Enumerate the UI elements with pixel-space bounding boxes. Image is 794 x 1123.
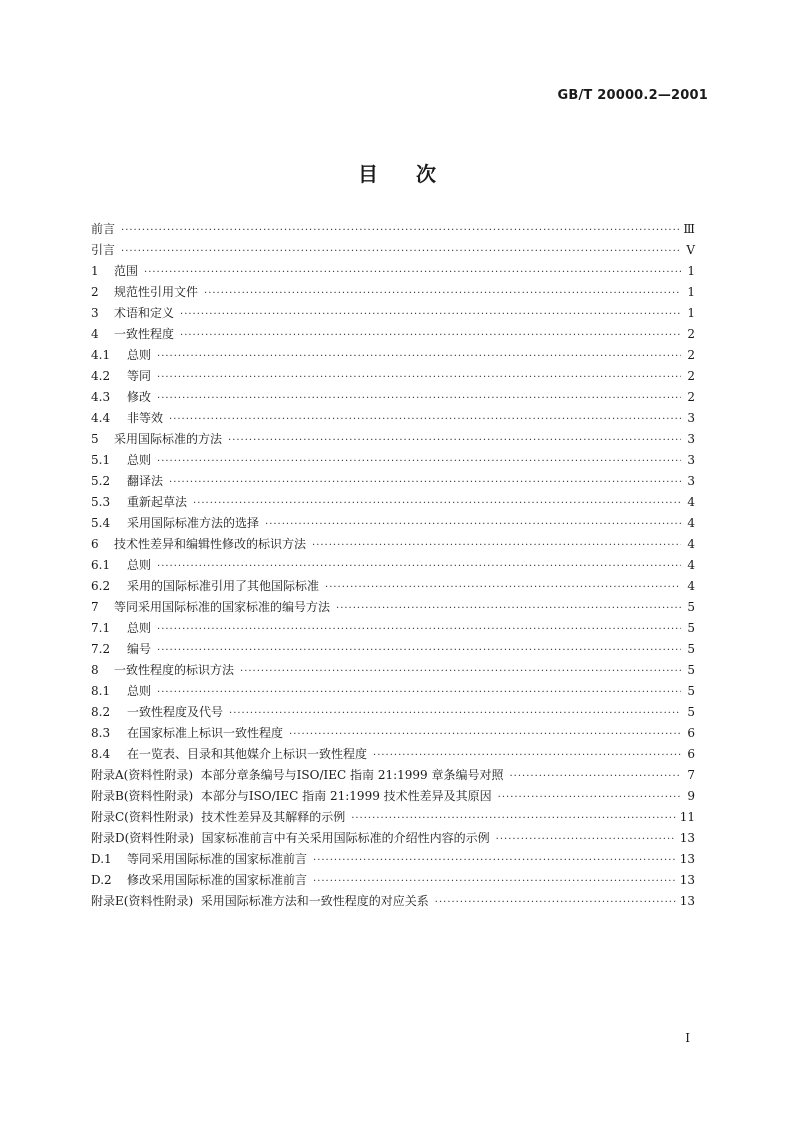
toc-entry-number: 附录D(资料性附录) bbox=[91, 831, 194, 845]
dot-leader bbox=[121, 241, 681, 262]
toc-entry-title: 等同采用国际标准的国家标准前言 bbox=[127, 852, 308, 866]
toc-entry-page: 11 bbox=[679, 810, 695, 824]
toc-entry-number: 4 bbox=[91, 327, 99, 341]
toc-entry-number: 6 bbox=[91, 537, 99, 551]
toc-entry-page: 13 bbox=[679, 894, 695, 908]
standard-code: GB/T 20000.2—2001 bbox=[557, 88, 708, 103]
toc-entry[interactable] bbox=[91, 366, 695, 387]
toc-entry[interactable] bbox=[91, 513, 695, 534]
dot-leader bbox=[289, 724, 681, 745]
toc-entry-title: 非等效 bbox=[127, 411, 164, 425]
dot-leader bbox=[351, 808, 676, 829]
dot-leader bbox=[144, 262, 681, 283]
toc-entry-page: 3 bbox=[687, 474, 695, 488]
toc-entry-title: 重新起草法 bbox=[127, 495, 188, 509]
toc-entry[interactable] bbox=[91, 324, 695, 345]
dot-leader bbox=[157, 619, 681, 640]
toc-entry-number: 1 bbox=[91, 264, 99, 278]
toc-entry-number: 5.1 bbox=[91, 453, 111, 467]
toc-entry[interactable] bbox=[91, 261, 695, 282]
toc-entry-title: 等同采用国际标准的国家标准的编号方法 bbox=[114, 600, 331, 614]
toc-entry-page: 5 bbox=[687, 642, 695, 656]
toc-entry-page: 13 bbox=[679, 852, 695, 866]
toc-entry-annex[interactable] bbox=[91, 786, 695, 807]
toc-entry[interactable] bbox=[91, 723, 695, 744]
toc-entry[interactable] bbox=[91, 450, 695, 471]
toc-entry[interactable] bbox=[91, 282, 695, 303]
dot-leader bbox=[169, 472, 681, 493]
toc-entry-number: 5.2 bbox=[91, 474, 111, 488]
toc-entry-page: 1 bbox=[687, 306, 695, 320]
toc-entry-page: 6 bbox=[687, 747, 695, 761]
dot-leader bbox=[265, 514, 681, 535]
toc-entry-title: 采用国际标准的方法 bbox=[114, 432, 223, 446]
toc-entry[interactable] bbox=[91, 408, 695, 429]
toc-entry-title: 总则 bbox=[127, 621, 152, 635]
toc-entry-title: 总则 bbox=[127, 348, 152, 362]
toc-entry-title: 术语和定义 bbox=[114, 306, 175, 320]
toc-entry-number: 2 bbox=[91, 285, 99, 299]
toc-entry-number: 4.1 bbox=[91, 348, 111, 362]
toc-entry-page: 13 bbox=[679, 873, 695, 887]
toc-entry-page: 7 bbox=[687, 768, 695, 782]
dot-leader bbox=[313, 850, 676, 871]
dot-leader bbox=[157, 556, 681, 577]
toc-entry-number: 4.2 bbox=[91, 369, 111, 383]
toc-entry-annex[interactable] bbox=[91, 828, 695, 849]
toc-entry-title: 采用的国际标准引用了其他国际标准 bbox=[127, 579, 320, 593]
dot-leader bbox=[157, 682, 681, 703]
toc-entry-number: 8.1 bbox=[91, 684, 111, 698]
toc-entry[interactable] bbox=[91, 660, 695, 681]
toc-entry-page: 5 bbox=[687, 663, 695, 677]
toc-entry-number: 附录B(资料性附录) bbox=[91, 789, 194, 803]
toc-entry-title: 总则 bbox=[127, 684, 152, 698]
toc-entry[interactable] bbox=[91, 576, 695, 597]
toc-entry-number: 5 bbox=[91, 432, 99, 446]
dot-leader bbox=[496, 829, 676, 850]
dot-leader bbox=[228, 430, 681, 451]
dot-leader bbox=[336, 598, 681, 619]
toc-entry-page: 13 bbox=[679, 831, 695, 845]
toc-entry[interactable] bbox=[91, 555, 695, 576]
toc-entry-page: 3 bbox=[687, 432, 695, 446]
toc-entry[interactable] bbox=[91, 387, 695, 408]
toc-entry-introduction[interactable] bbox=[91, 240, 695, 261]
toc-entry-number: 6.1 bbox=[91, 558, 111, 572]
toc-entry-page: 2 bbox=[687, 369, 695, 383]
toc-entry-number: D.2 bbox=[91, 873, 112, 887]
toc-entry[interactable] bbox=[91, 492, 695, 513]
dot-leader bbox=[157, 388, 681, 409]
toc-entry-page: 5 bbox=[687, 705, 695, 719]
toc-entry-page: 4 bbox=[687, 558, 695, 572]
toc-entry-title: 总则 bbox=[127, 558, 152, 572]
toc-entry[interactable] bbox=[91, 618, 695, 639]
dot-leader bbox=[157, 367, 681, 388]
toc-entry-page: 5 bbox=[687, 621, 695, 635]
dot-leader bbox=[157, 451, 681, 472]
toc-entry-annex[interactable] bbox=[91, 891, 695, 912]
dot-leader bbox=[498, 787, 681, 808]
toc-entry-title: 翻译法 bbox=[127, 474, 164, 488]
dot-leader bbox=[121, 220, 679, 241]
toc-entry-page: Ⅴ bbox=[686, 243, 695, 257]
toc-entry[interactable] bbox=[91, 471, 695, 492]
toc-entry[interactable] bbox=[91, 303, 695, 324]
toc-entry-number: 7 bbox=[91, 600, 99, 614]
toc-entry-title: 国家标准前言中有关采用国际标准的介绍性内容的示例 bbox=[201, 831, 490, 845]
toc-entry-title: 一致性程度 bbox=[114, 327, 175, 341]
toc-entry[interactable] bbox=[91, 597, 695, 618]
toc-entry[interactable] bbox=[91, 849, 695, 870]
dot-leader bbox=[325, 577, 681, 598]
toc-entry[interactable] bbox=[91, 345, 695, 366]
toc-entry-number: D.1 bbox=[91, 852, 112, 866]
toc-entry[interactable] bbox=[91, 429, 695, 450]
dot-leader bbox=[435, 892, 676, 913]
toc-entry-title: 技术性差异及其解释的示例 bbox=[201, 810, 346, 824]
toc-entry[interactable] bbox=[91, 534, 695, 555]
toc-entry-title: 在国家标准上标识一致性程度 bbox=[127, 726, 284, 740]
toc-entry-number: 3 bbox=[91, 306, 99, 320]
toc-entry-number: 4.4 bbox=[91, 411, 111, 425]
toc-entry-number: 6.2 bbox=[91, 579, 111, 593]
toc-entry-foreword[interactable] bbox=[91, 219, 695, 240]
toc-entry[interactable] bbox=[91, 702, 695, 723]
toc-entry[interactable] bbox=[91, 681, 695, 702]
toc-entry-title: 引言 bbox=[91, 243, 116, 257]
toc-entry-number: 7.2 bbox=[91, 642, 111, 656]
toc-entry-number: 5.4 bbox=[91, 516, 111, 530]
toc-entry-page: 5 bbox=[687, 684, 695, 698]
toc-entry-number: 8.4 bbox=[91, 747, 111, 761]
dot-leader bbox=[193, 493, 681, 514]
dot-leader bbox=[204, 283, 681, 304]
toc-entry-title: 本部分章条编号与ISO/IEC 指南 21:1999 章条编号对照 bbox=[200, 768, 504, 782]
toc-entry-page: Ⅲ bbox=[683, 222, 695, 236]
toc-entry-page: 3 bbox=[687, 411, 695, 425]
page-title: 目次 bbox=[358, 162, 474, 186]
toc-entry-page: 4 bbox=[687, 537, 695, 551]
page-number: Ⅰ bbox=[685, 1031, 690, 1045]
toc-entry-page: 2 bbox=[687, 348, 695, 362]
toc-entry-page: 4 bbox=[687, 579, 695, 593]
toc-entry-page: 6 bbox=[687, 726, 695, 740]
toc-entry-title: 修改采用国际标准的国家标准前言 bbox=[127, 873, 308, 887]
dot-leader bbox=[240, 661, 681, 682]
dot-leader bbox=[180, 325, 681, 346]
toc-entry-page: 9 bbox=[687, 789, 695, 803]
toc-entry-page: 4 bbox=[687, 495, 695, 509]
dot-leader bbox=[157, 346, 681, 367]
toc-entry-number: 7.1 bbox=[91, 621, 111, 635]
toc-entry-page: 2 bbox=[687, 390, 695, 404]
toc-entry-annex[interactable] bbox=[91, 765, 695, 786]
dot-leader bbox=[169, 409, 681, 430]
dot-leader bbox=[373, 745, 681, 766]
toc-entry-title: 一致性程度的标识方法 bbox=[114, 663, 235, 677]
toc-entry-title: 范围 bbox=[114, 264, 139, 278]
dot-leader bbox=[313, 871, 676, 892]
toc-entry-title: 修改 bbox=[127, 390, 152, 404]
dot-leader bbox=[510, 766, 682, 787]
toc-entry-page: 4 bbox=[687, 516, 695, 530]
dot-leader bbox=[157, 640, 681, 661]
toc-entry-title: 总则 bbox=[127, 453, 152, 467]
dot-leader bbox=[229, 703, 681, 724]
toc-entry-page: 5 bbox=[687, 600, 695, 614]
toc-entry-title: 本部分与ISO/IEC 指南 21:1999 技术性差异及其原因 bbox=[200, 789, 492, 803]
toc-entry-number: 附录E(资料性附录) bbox=[91, 894, 194, 908]
toc-entry-number: 附录C(资料性附录) bbox=[91, 810, 194, 824]
toc-entry-title: 规范性引用文件 bbox=[114, 285, 199, 299]
toc-entry-title: 一致性程度及代号 bbox=[127, 705, 224, 719]
toc-entry-title: 前言 bbox=[91, 222, 116, 236]
toc-entry-number: 附录A(资料性附录) bbox=[91, 768, 194, 782]
dot-leader bbox=[312, 535, 681, 556]
toc-entry-page: 1 bbox=[687, 264, 695, 278]
toc-entry-number: 8.3 bbox=[91, 726, 111, 740]
toc-entry-number: 8.2 bbox=[91, 705, 111, 719]
toc-entry[interactable] bbox=[91, 639, 695, 660]
toc-entry[interactable] bbox=[91, 870, 695, 891]
toc-entry-page: 1 bbox=[687, 285, 695, 299]
toc-entry-title: 等同 bbox=[127, 369, 152, 383]
dot-leader bbox=[180, 304, 681, 325]
toc-entry-title: 技术性差异和编辑性修改的标识方法 bbox=[114, 537, 307, 551]
toc-entry-page: 3 bbox=[687, 453, 695, 467]
toc-entry-title: 在一览表、目录和其他媒介上标识一致性程度 bbox=[127, 747, 368, 761]
toc-entry-title: 采用国际标准方法和一致性程度的对应关系 bbox=[200, 894, 429, 908]
toc-entry-annex[interactable] bbox=[91, 807, 695, 828]
table-of-contents bbox=[91, 219, 695, 912]
toc-entry-page: 2 bbox=[687, 327, 695, 341]
toc-entry-number: 5.3 bbox=[91, 495, 111, 509]
toc-entry[interactable] bbox=[91, 744, 695, 765]
toc-entry-number: 4.3 bbox=[91, 390, 111, 404]
toc-entry-title: 编号 bbox=[127, 642, 152, 656]
toc-entry-number: 8 bbox=[91, 663, 99, 677]
toc-entry-title: 采用国际标准方法的选择 bbox=[127, 516, 260, 530]
